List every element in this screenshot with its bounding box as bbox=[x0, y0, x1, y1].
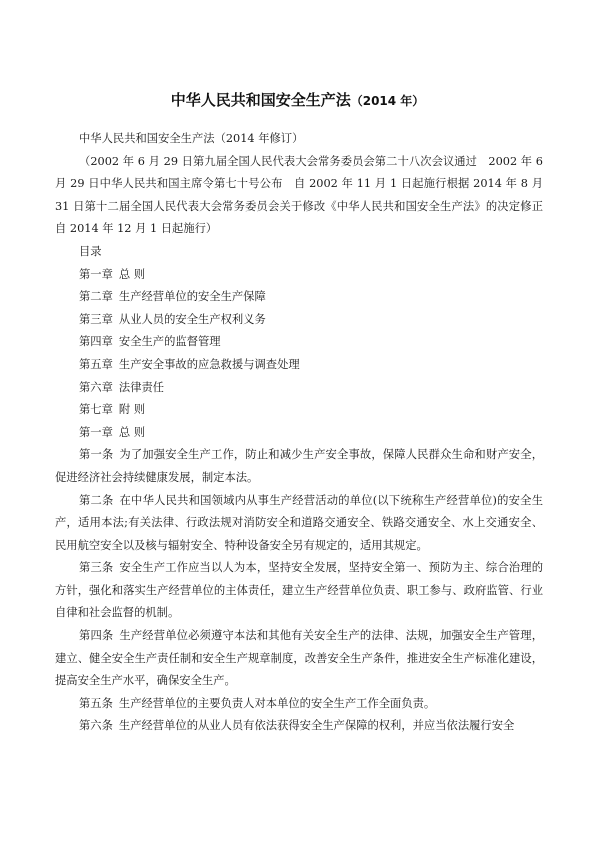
toc-chapter-name: 总 则 bbox=[118, 267, 146, 281]
article-text: 安全生产工作应当以人为本，坚持安全发展，坚持安全第一、预防为主、综合治理的方针，强化和落实生产经营单位的主体责任，建立生产经营单位负责、职工参与、政府监管、行业自律和社会监督的机制。 bbox=[55, 561, 543, 620]
enactment-history: （2002 年 6 月 29 日第九届全国人民代表大会常务委员会第二十八次会议通过 2002 年 6 月 29 日中华人民共和国主席令第七十号公布 自 2002 年 11 月 1 日起施行根据 2014 年 8 月 31 日第十二届全国人民代表大会常务委员会关于修改《中华人民共和国安全生产法》的决定修正自 2014 年 12 月 1 日起施行） bbox=[55, 154, 543, 236]
document-body bbox=[55, 128, 543, 738]
article bbox=[55, 490, 543, 558]
article-number: 第二条 bbox=[79, 493, 114, 507]
toc-chapter-name: 附 则 bbox=[118, 403, 146, 417]
toc-chapter-number: 第五章 bbox=[79, 357, 113, 371]
article-text: 生产经营单位的从业人员有依法获得安全生产保障的权利，并应当依法履行安全 bbox=[118, 719, 515, 733]
article-number: 第六条 bbox=[79, 719, 113, 733]
toc-heading: 目录 bbox=[79, 244, 102, 258]
chapter-name: 总 则 bbox=[118, 425, 146, 439]
chapter-heading bbox=[55, 422, 543, 445]
article bbox=[55, 557, 543, 625]
toc-chapter-name: 安全生产的监督管理 bbox=[118, 335, 221, 349]
article bbox=[55, 715, 543, 738]
toc-item bbox=[55, 331, 543, 354]
article-text: 生产经营单位的主要负责人对本单位的安全生产工作全面负责。 bbox=[118, 696, 436, 710]
document-subtitle: 中华人民共和国安全生产法（2014 年修订） bbox=[79, 132, 304, 145]
article-number: 第一条 bbox=[79, 448, 114, 462]
toc-item bbox=[55, 377, 543, 400]
toc-item bbox=[55, 264, 543, 287]
toc-chapter-number: 第七章 bbox=[79, 403, 113, 417]
toc-item bbox=[55, 354, 543, 377]
document-title bbox=[0, 90, 595, 111]
toc-chapter-number: 第一章 bbox=[79, 267, 113, 281]
toc-chapter-number: 第六章 bbox=[79, 380, 113, 394]
toc-chapter-number: 第二章 bbox=[79, 290, 113, 304]
toc-chapter-number: 第四章 bbox=[79, 335, 113, 349]
toc-chapter-name: 生产经营单位的安全生产保障 bbox=[118, 290, 266, 304]
article bbox=[55, 444, 543, 489]
article-number: 第三条 bbox=[79, 561, 114, 575]
article-number: 第五条 bbox=[79, 696, 113, 710]
toc-item bbox=[55, 309, 543, 332]
toc-chapter-name: 法律责任 bbox=[118, 380, 165, 394]
article bbox=[55, 625, 543, 693]
document-title-text: 中华人民共和国安全生产法 bbox=[170, 91, 351, 109]
article-number: 第四条 bbox=[79, 629, 114, 643]
article-text: 在中华人民共和国领域内从事生产经营活动的单位(以下统称生产经营单位)的安全生产，适用本法;有关法律、行政法规对消防安全和道路交通安全、铁路交通安全、水上交通安全、民用航空安全以及核与辐射安全、特种设备安全另有规定的，适用其规定。 bbox=[55, 493, 543, 552]
document-title-year: （2014 年） bbox=[350, 94, 425, 108]
toc-chapter-name: 生产安全事故的应急救援与调查处理 bbox=[118, 357, 300, 371]
article bbox=[55, 693, 543, 716]
toc-item bbox=[55, 399, 543, 422]
toc-item bbox=[55, 286, 543, 309]
article-text: 为了加强安全生产工作，防止和减少生产安全事故，保障人民群众生命和财产安全，促进经济社会持续健康发展，制定本法。 bbox=[55, 448, 543, 484]
toc-chapter-number: 第三章 bbox=[79, 312, 113, 326]
toc-chapter-name: 从业人员的安全生产权利义务 bbox=[118, 312, 266, 326]
article-text: 生产经营单位必须遵守本法和其他有关安全生产的法律、法规，加强安全生产管理，建立、健全安全生产责任制和安全生产规章制度，改善安全生产条件，推进安全生产标准化建设，提高安全生产水平，确保安全生产。 bbox=[55, 629, 543, 688]
chapter-number: 第一章 bbox=[79, 425, 113, 439]
